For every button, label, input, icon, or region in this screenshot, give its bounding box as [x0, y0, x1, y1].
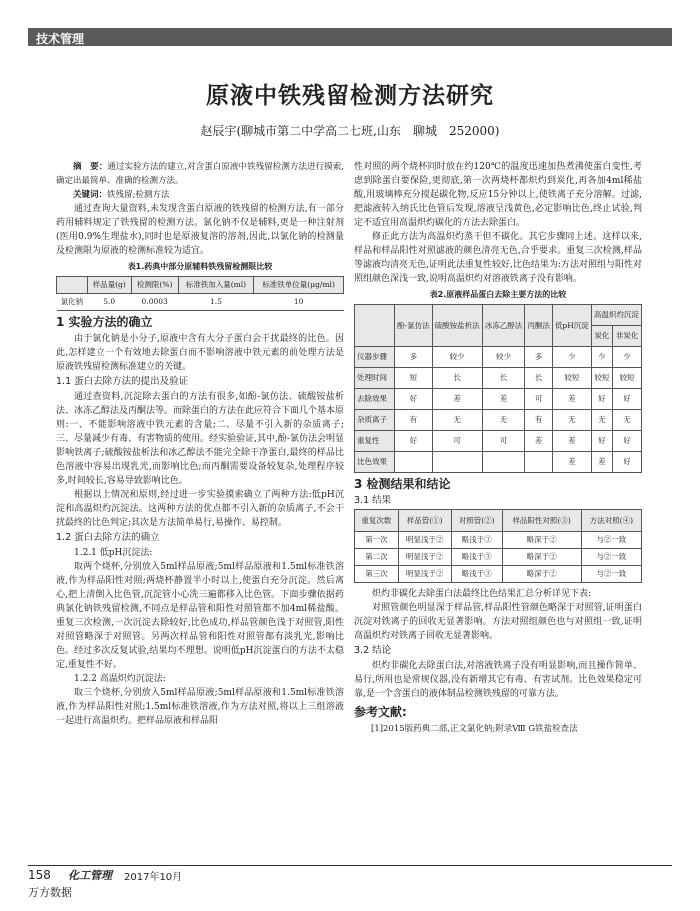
table-row: 重复性 好 可 可 差 差 好 好 [355, 431, 642, 452]
subsection-heading: 3.2 结论 [354, 645, 392, 656]
author-line: 赵辰宇(聊城市第二中学高二七班,山东 聊城 252000) [200, 124, 500, 138]
section-heading: 1 实验方法的确立 [56, 315, 153, 329]
subsection-heading: 1.1 蛋白去除方法的提出及验证 [56, 376, 189, 387]
table-row: 比色效果 差 差 好 [355, 452, 642, 473]
table-row: 杂质离子 有 无 无 有 无 无 无 [355, 410, 642, 431]
paragraph: 性对照的两个烧杯同时放在约120℃的温度迅速加热煮沸使蛋白变性,考虑到除蛋白要保险,更彻底,第一次两烧杯都炽灼到炭化,再各加4ml稀盐酸,用玻璃棒充分搅起碳化物,反应15分钟以上,使铁离子充分溶解。过滤,把滤液转入纳氏比色管后发现,溶液呈浅黄色,必定影响比色,终止试验,判定不适宜用高温炽灼碳化的方法去除蛋白。 [354, 162, 642, 228]
subsubsection-heading: 1.2.1 低pH沉淀法: [74, 548, 153, 558]
paragraph: 炽灼非碳化去除蛋白法最终比色结果汇总分析详见下表: [372, 589, 592, 599]
paragraph: 根据以上情况和原则,经过进一步实验摸索确立了两种方法:低pH沉淀和高温炽灼沉淀法。这两种方法的优点都不引入新的杂质离子,不会干扰最终的比色判定;其次是方法简单易行,易操作、易控制。 [56, 490, 344, 528]
table-row: 处理时间 短 长 长 长 较短 较短 较短 [355, 368, 642, 389]
intro-paragraph: 通过查询大量资料,未发现含蛋白原液的铁残留的检测方法,有一部分药用辅料规定了铁残留的检测方法。氯化钠不仅是辅料,更是一种注射剂(医用0.9%生理盐水),同时也是原液复溶的溶剂,因此,以氯化钠的检测量及检测限为原液的检测标准较为适宜。 [56, 204, 344, 256]
keywords: 关键词：铁残留;检测方法 [73, 190, 170, 200]
subsection-heading: 3.1 结果 [354, 495, 392, 506]
page-footer [28, 865, 672, 899]
paragraph: 取两个烧杯,分别放入5ml样品原液;5ml样品原液和1.5ml标准铁溶液,作为样品阳性对照;两烧杯静置半小时以上,使蛋白充分沉淀。然后离心,把上清倒入比色管,沉淀管小心洗三遍都移入比色管。下面步骤依据药典氯化钠铁残留检测,不同点是样品管和阳性对照管都不加4ml稀盐酸。重复三次检测,一次沉淀去除较好,比色成功,样品管颜色浅于对照管,阳性对照管略深于对照管。另两次样品管和阳性对照管都有淡乳光,影响比色。经过多次反复试验,结果均不理想。说明低pH沉淀蛋白的方法不太稳定,重复性不好。 [56, 562, 344, 670]
journal-name: 化工管理 [68, 869, 112, 882]
right-column [354, 160, 642, 736]
table3: 重复次数 样品管(①) 对照管(②) 样品阳性对照(③) 方法对照(④) 第一次 明显浅于② 略浅于③ 略深于② 与②一致 第二次 明显浅于② 略浅于③ 略深于② 与②一致 第三次 明显浅于② 略浅于③ 略深于② 与②一致 [354, 509, 642, 583]
reference-item: [1]2015版药典二部,正文氯化钠;附录Ⅷ G铁盐检查法 [371, 724, 578, 734]
table-row: 仪器步骤 多 较少 较少 多 少 少 少 [355, 347, 642, 368]
subsection-heading: 1.2 蛋白去除方法的确立 [56, 532, 160, 543]
paragraph: 由于氯化钠是小分子,原液中含有大分子蛋白会干扰最终的比色。因此,怎样建立一个有效地去除蛋白而不影响溶液中铁元素的前处理方法是原液铁残留检测标准建立的关键。 [56, 334, 344, 372]
table-row: 第二次 明显浅于② 略浅于③ 略深于② 与②一致 [355, 549, 642, 566]
abstract: 摘 要：通过实验方法的建立,对含蛋白原液中铁残留检测方法进行摸索,确定出最简单、准确的检测方法。 [56, 162, 344, 186]
table2: 酚-氯仿法 硫酸铵盐析法 冰冻乙醇法 丙酮法 低pH沉淀 高温炽灼沉淀 炭化 非炭化 仪器步骤 多 较少 较少 多 少 少 少 处理时间 短 长 长 长 较短 较短 较短 去除效果 好 差 差 可 差 好 好 杂质离子 有 无 无 有 无 无 无 重复性 好 可 可 差 差 好 好 比色效果 差 差 好 [354, 304, 642, 473]
issue-date: 2017年10月 [124, 872, 183, 883]
paragraph: 取三个烧杯,分别放入5ml样品原液;5ml样品原液和1.5ml标准铁溶液,作为样品阳性对照;1.5ml标准铁溶液,作为方法对照,将以上三组溶液一起进行高温炽灼。把样品原液和样品阳 [56, 688, 344, 726]
table1-caption: 表1.药典中部分原辅料铁残留检测限比较 [127, 262, 273, 271]
section-tag: 技术管理 [28, 28, 672, 46]
table-row: 去除效果 好 差 差 可 差 好 好 [355, 389, 642, 410]
paragraph: 炽灼非碳化去除蛋白法,对溶液铁离子没有明显影响,而且操作简单、易行,所用也是常规仪器,没有新增其它有毒、有害试剂。比色效果稳定可靠,是一个含蛋白的液体制品检测铁残留的可靠方法。 [354, 661, 642, 699]
paragraph: 修正此方法为高温炽灼蒸干但不碳化。其它步骤同上述。这样以来,样品和样品阳性对照滤液的颜色清亮无色,合乎要求。重复三次检测,样品等滤液均清亮无色,证明此法重复性较好,比色结果为:方法对照组与阳性对照组颜色深浅一致,说明高温炽灼对溶液铁离子没有影响。 [354, 232, 642, 284]
references-heading: 参考文献: [354, 705, 407, 719]
table2-caption: 表2.原液样品蛋白去除主要方法的比较 [429, 290, 567, 299]
left-column [56, 160, 344, 728]
table-row: 第一次 明显浅于② 略浅于③ 略深于② 与②一致 [355, 532, 642, 549]
subsubsection-heading: 1.2.2 高温炽灼沉淀法: [74, 674, 166, 684]
section-heading: 3 检测结果和结论 [354, 477, 451, 491]
source-watermark: 万方数据 [28, 886, 72, 899]
table1: 样品量(g) 检测限(%) 标准铁加入量(ml) 标准铁单位量(μg/ml) 氯化钠 5.0 0.0003 1.5 10 [56, 276, 344, 311]
article-title: 原液中铁残留检测方法研究 [206, 83, 494, 109]
table-row: 氯化钠 5.0 0.0003 1.5 10 [57, 294, 344, 311]
paragraph: 通过查资料,沉淀除去蛋白的方法有很多,如酚-氯仿法、硫酸铵盐析法、冰冻乙醇法及丙酮法等。而除蛋白的方法在此应符合下面几个基本原则:一、不能影响溶液中铁元素的含量;二、尽量不引入新的杂质离子;三、尽量减少有毒、有害物质的使用。经实验验证,其中,酚-氯仿法会明显影响铁离子;硫酸铵盐析法和冰乙醇法不能完全除干净蛋白,最终的样品比色溶液中容易出现乳光,而影响比色;而丙酮需要设备较复杂,处理程序较多,时间较长,容易导致影响比色。 [56, 392, 345, 486]
table-row: 第三次 明显浅于② 略浅于③ 略深于② 与②一致 [355, 566, 642, 583]
page-number: 158 [28, 868, 51, 882]
paragraph: 对照管颜色明显深于样品管,样品阳性管颜色略深于对照管,证明蛋白沉淀对铁离子的回收无显著影响。方法对照组颜色也与对照组一致,证明高温炽灼对铁离子回收无显著影响。 [354, 603, 642, 641]
